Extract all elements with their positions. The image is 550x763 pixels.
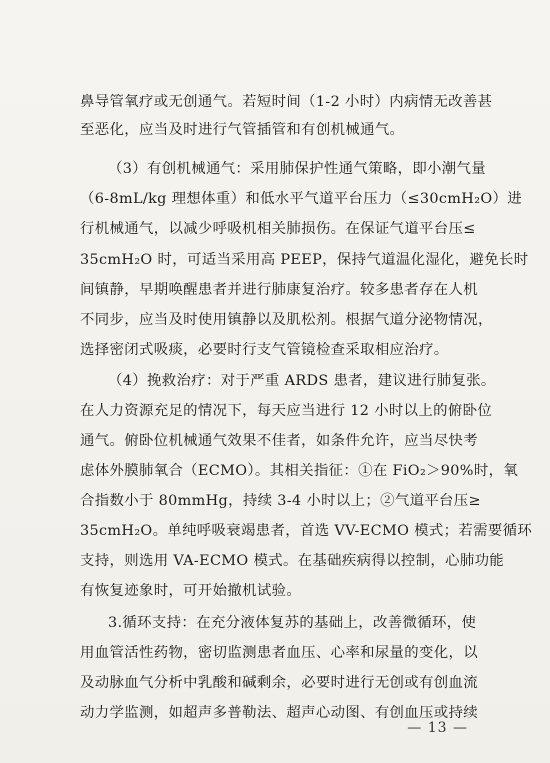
text-line: 虑体外膜肺氧合（ECMO）。其相关指征：①在 FiO₂＞90%时，氧 — [80, 463, 519, 479]
text-line: 动力学监测，如超声多普勒法、超声心动图、有创血压或持续 — [80, 705, 478, 721]
text-line: （6-8mL/kg 理想体重）和低水平气道平台压力（≤30cmH₂O）进 — [80, 191, 522, 207]
text-line: 35cmH₂O。单纯呼吸衰竭患者，首选 VV-ECMO 模式；若需要循环 — [80, 523, 533, 539]
page-number: — 13 — — [407, 720, 468, 736]
text-line: 35cmH₂O 时，可适当采用高 PEEP，保持气道温化湿化，避免长时 — [80, 252, 529, 268]
text-line: 在人力资源充足的情况下，每天应当进行 12 小时以上的俯卧位 — [80, 403, 493, 419]
text-line: 用血管活性药物，密切监测患者血压、心率和尿量的变化，以 — [80, 645, 478, 661]
text-line: 鼻导管氧疗或无创通气。若短时间（1-2 小时）内病情无改善甚 — [80, 94, 493, 110]
text-line: 合指数小于 80mmHg，持续 3-4 小时以上；②气道平台压≥ — [80, 493, 481, 509]
text-line: 行机械通气，以减少呼吸机相关肺损伤。在保证气道平台压≤ — [80, 221, 476, 237]
text-line: 通气。俯卧位机械通气效果不佳者，如条件允许，应当尽快考 — [80, 433, 478, 449]
text-line: （3）有创机械通气：采用肺保护性通气策略，即小潮气量 — [108, 161, 487, 177]
text-line: 至恶化，应当及时进行气管插管和有创机械通气。 — [80, 122, 405, 138]
text-line: 有恢复迹象时，可开始撤机试验。 — [80, 583, 302, 599]
text-line: 3.循环支持：在充分液体复苏的基础上，改善微循环，使 — [108, 615, 477, 631]
text-line: 支持，则选用 VA-ECMO 模式。在基础疾病得以控制，心肺功能 — [80, 553, 505, 569]
text-line: 间镇静，早期唤醒患者并进行肺康复治疗。较多患者存在人机 — [80, 282, 478, 298]
text-line: 选择密闭式吸痰，必要时行支气管镜检查采取相应治疗。 — [80, 342, 449, 358]
text-line: 及动脉血气分析中乳酸和碱剩余，必要时进行无创或有创血流 — [80, 675, 478, 691]
text-line: （4）挽救治疗：对于严重 ARDS 患者，建议进行肺复张。 — [108, 373, 496, 389]
text-line: 不同步，应当及时使用镇静以及肌松剂。根据气道分泌物情况， — [80, 312, 493, 328]
